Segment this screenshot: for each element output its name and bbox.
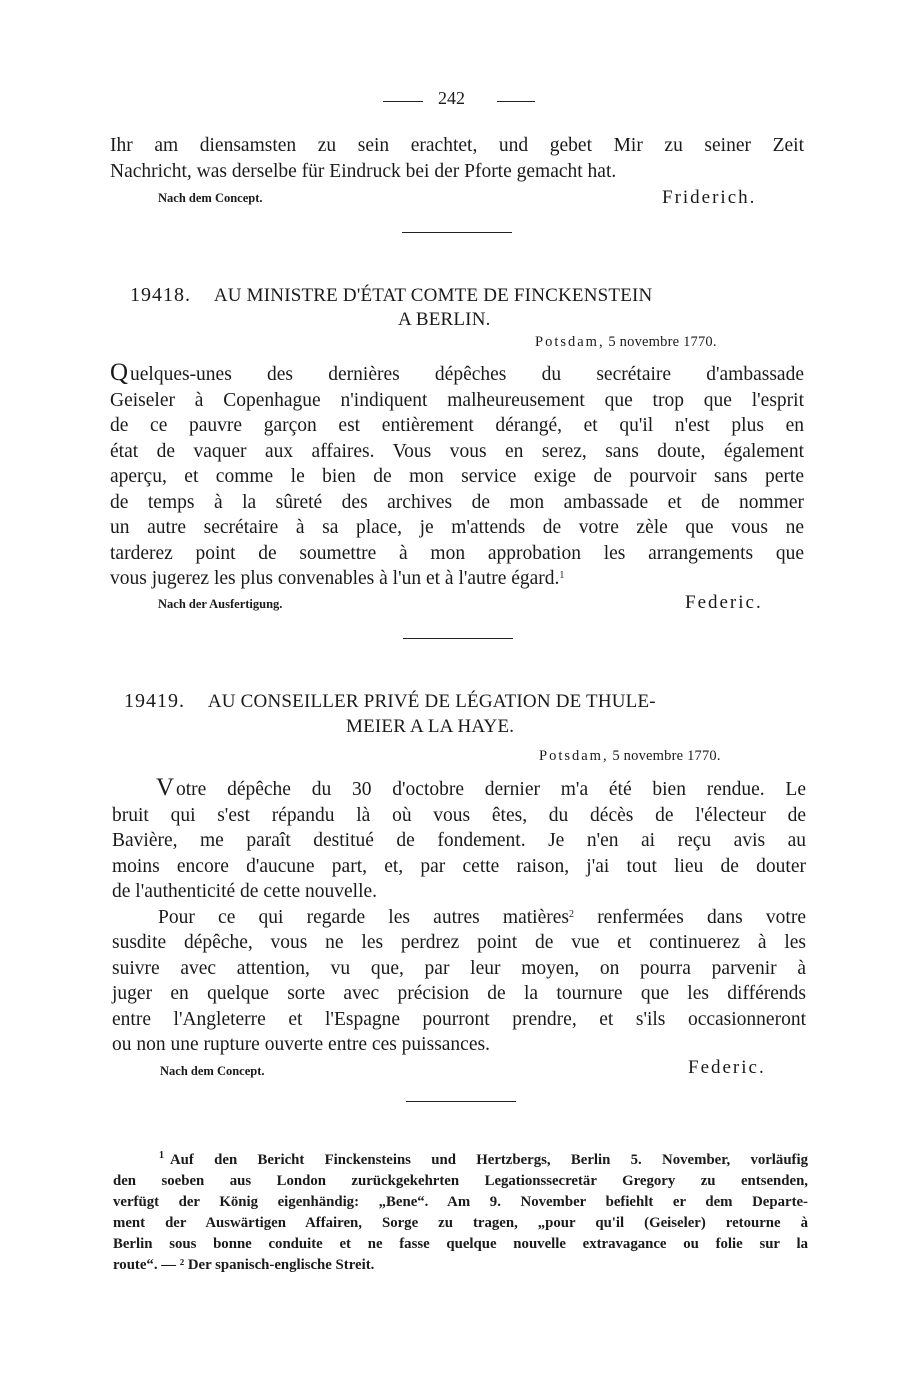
letter-body [110,360,804,592]
continuation-text [110,133,804,184]
source-note: Nach dem Concept. [160,1064,265,1078]
section-divider [403,638,513,639]
text-line: de temps à la sûreté des archives de mon ambassade et de nommer [110,491,804,513]
letter-recipient-line2: MEIER A LA HAYE. [346,716,515,737]
text-line: de ce pauvre garçon est entièrement dérangé, et qu'il n'est plus en [110,415,804,436]
letter-recipient-line1: AU CONSEILLER PRIVÉ DE LÉGATION DE THULE- [207,691,656,712]
letter-date [535,334,717,351]
text-line: suivre avec attention, vu que, par leur moyen, on pourra parvenir à [112,957,806,979]
signature: Friderich. [662,187,757,208]
footnote-marker: 1 [159,1150,164,1161]
drop-initial: V [156,774,175,801]
letter-recipient-line2: A BERLIN. [398,309,491,330]
letter-heading [124,690,804,713]
footnote-line: route“. — ² Der spanisch-englische Streit. [113,1257,375,1273]
date-place: Potsdam, [535,334,605,350]
text-line: Votre dépêche du 30 d'octobre dernier m'a été bien rendue. Le [156,774,806,801]
date-value: 5 novembre 1770. [612,748,721,764]
source-note: Nach der Ausfertigung. [158,597,283,611]
text-line: état de vaquer aux affaires. Vous vous en serez, sans doute, également [110,440,804,462]
letter-number: 19418. [130,284,191,306]
source-note: Nach dem Concept. [158,191,263,205]
signature: Federic. [688,1057,766,1078]
letter-recipient-line1: AU MINISTRE D'ÉTAT COMTE DE FINCKENSTEIN [213,285,653,306]
text-line: ou non une rupture ouverte entre ces puissances. [112,1034,490,1055]
text-line: de l'authenticité de cette nouvelle. [112,881,378,902]
signature: Federic. [685,592,763,613]
text-line: Bavière, me paraît destitué de fondement. Je n'en ai reçu avis au [112,830,806,851]
text-line: entre l'Angleterre et l'Espagne pourront prendre, et s'ils occasionneront [112,1008,806,1030]
page-number-rule-left [383,101,423,102]
letter-date [539,748,721,765]
footnote-line: den soeben aus London zurückgekehrten Legationssecretär Gregory zu entsenden, [113,1173,808,1189]
text-line: vous jugerez les plus convenables à l'un et à l'autre égard.$^1$ [110,568,565,589]
text-line: susdite dépêche, vous ne les perdrez point de vue et continuerez à les [112,932,806,953]
footnote-ref: 1 [559,570,565,581]
section-divider [402,232,512,233]
text-line: Pour ce qui regarde les autres matières$^2$ renfermées dans votre [158,906,807,928]
letter-number: 19419. [124,690,185,712]
text-line: Quelques-unes des dernières dépêches du secrétaire d'ambassade [110,359,804,386]
footnote-line: $^1$ Auf den Bericht Finckensteins und Hertzbergs, Berlin 5. November, vorläufig [159,1150,808,1168]
text-line: Geiseler à Copenhague n'indiquent malheureusement que trop que l'esprit [110,389,804,411]
footnote-line: ment der Auswärtigen Affairen, Sorge zu tragen, „pour qu'il (Geiseler) retourne à [113,1215,808,1231]
text-line: bruit qui s'est répandu là où vous êtes, du décès de l'électeur de [112,804,806,826]
text-line: juger en quelque sorte avec précision de la tournure que les différends [112,983,806,1004]
text-line: tarderez point de soumettre à mon approbation les arrangements que [110,542,804,564]
text-line: aperçu, et comme le bien de mon service exige de pourvoir sans perte [110,466,804,487]
section-divider [406,1101,516,1102]
footnote-line: verfügt der König eigenhändig: „Bene“. Am 9. November befiehlt er dem Departe- [113,1194,808,1210]
page-number: 242 [438,88,465,108]
page-number-rule-right [497,101,535,102]
footnote-ref: 2 [568,908,574,920]
date-value: 5 novembre 1770. [608,334,717,350]
text-line: moins encore d'aucune part, et, par cette raison, j'ai tout lieu de douter [112,855,806,877]
footnote-line: Berlin sous bonne conduite et ne fasse quelque nouvelle extravagance ou folie sur la [113,1236,808,1252]
drop-initial: Q [110,359,129,386]
text-line: un autre secrétaire à sa place, je m'attends de votre zèle que vous ne [110,517,804,538]
date-place: Potsdam, [539,748,609,764]
letter-heading [130,284,790,307]
footnotes [113,1150,808,1276]
text-line: Ihr am diensamsten zu sein erachtet, und gebet Mir zu seiner Zeit [110,135,804,156]
letter-body [112,775,806,1058]
text-line: Nachricht, was derselbe für Eindruck bei der Pforte gemacht hat. [110,160,617,182]
